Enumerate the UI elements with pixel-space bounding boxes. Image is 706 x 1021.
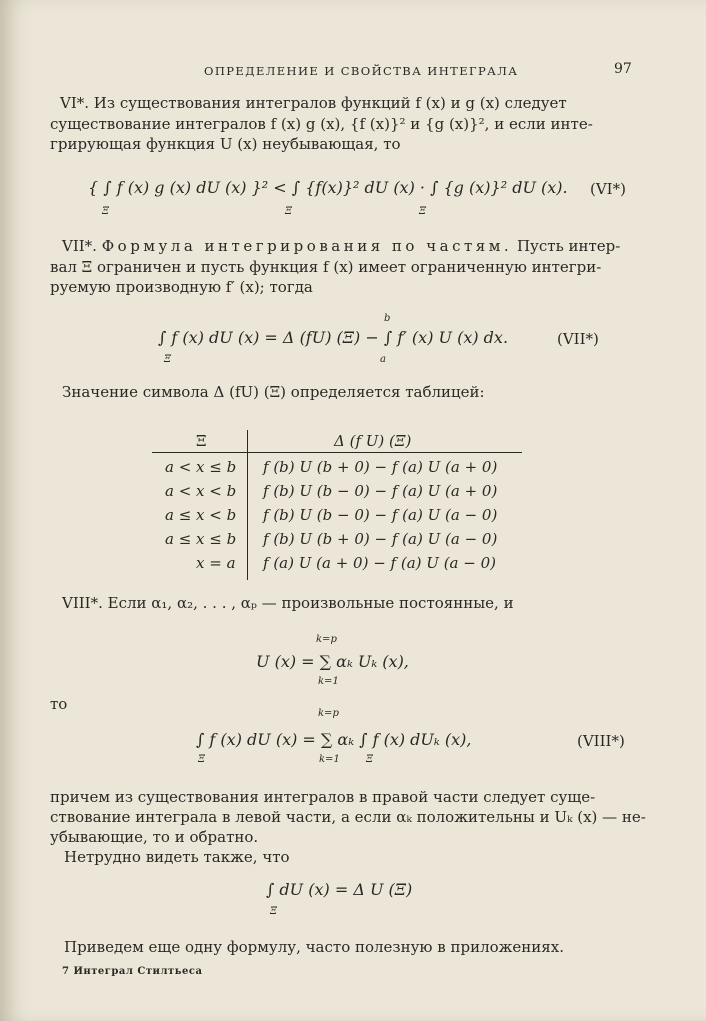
table-row-4-interval: a ≤ x ≤ b [165,530,237,548]
vii-label: VII*. [62,237,97,255]
table-row-2-delta: f (b) U (b − 0) − f (a) U (a + 0) [263,482,498,500]
viii-tag: (VIII*) [577,732,625,750]
viii-para-line-2: ствование интеграла в левой части, а если αₖ положительны и Uₖ (x) — не- [50,808,646,826]
viii-para-line-1: причем из существования интегралов в правой части следует суще- [50,788,596,806]
table-column-rule [247,430,248,580]
viii-sum1-upper: k=p [316,634,337,645]
viii-formula-1: U (x) = ∑ αₖ Uₖ (x), [256,652,409,671]
table-row-1-interval: a < x ≤ b [165,458,237,476]
vii-line-1 [62,239,620,254]
table-row-5-interval: x = a [196,554,236,572]
vi-limit-3: Ξ [419,206,427,217]
closing-line: Приведем еще одну формулу, часто полезную в приложениях. [64,938,564,956]
vii-spaced-title: Формула интегрирования по частям. [101,237,513,255]
vii-line-3: руемую производную f′ (x); тогда [50,278,313,296]
vi-formula: { ∫ f (x) g (x) dU (x) }² < ∫ {f(x)}² dU (x) · ∫ {g (x)}² dU (x). [88,178,568,197]
vii-limit-upper: b [384,313,391,324]
table-header-delta: Δ (f U) (Ξ) [334,432,412,450]
vi-line-2: существование интегралов f (x) g (x), {f (x)}² и {g (x)}², и если инте- [50,115,593,133]
vii-tag: (VII*) [557,330,599,348]
table-row-3-delta: f (b) U (b − 0) − f (a) U (a − 0) [263,506,498,524]
viii-then: то [50,695,68,713]
viii-sum1-lower: k=1 [318,676,339,687]
viii-easy-line: Нетрудно видеть также, что [64,848,290,866]
table-row-4-delta: f (b) U (b + 0) − f (a) U (a − 0) [263,530,498,548]
running-title: ОПРЕДЕЛЕНИЕ И СВОЙСТВА ИНТЕГРАЛА [204,64,519,78]
table-header-rule [152,452,522,453]
viii-formula-3-limit: Ξ [270,906,278,917]
footer-signature: 7 Интеграл Стилтьеса [62,966,203,977]
vi-line-3: грирующая функция U (x) неубывающая, то [50,135,401,153]
table-row-1-delta: f (b) U (b + 0) − f (a) U (a + 0) [263,458,498,476]
page-number: 97 [614,61,632,77]
vi-tag: (VI*) [590,180,626,198]
vii-line-2: вал Ξ ограничен и пусть функция f (x) имеет ограниченную интегри- [50,258,602,276]
viii-para-line-3: убывающие, то и обратно. [50,828,259,846]
viii-limit-left: Ξ [198,754,206,765]
viii-line-1: VIII*. Если α₁, α₂, . . . , αₚ — произвольные постоянные, и [62,594,514,612]
vii-limit-left: Ξ [164,354,172,365]
table-intro: Значение символа Δ (fU) (Ξ) определяется таблицей: [62,383,485,401]
table-row-2-interval: a < x < b [165,482,237,500]
table-row-3-interval: a ≤ x < b [165,506,237,524]
vii-line-1-rest: Пусть интер- [516,237,621,255]
vii-limit-lower: a [380,354,386,365]
viii-sum2-upper: k=p [318,708,339,719]
vii-formula: ∫ f (x) dU (x) = Δ (fU) (Ξ) − ∫ f′ (x) U (x) dx. [158,328,509,347]
viii-limit-right: Ξ [366,754,374,765]
viii-formula-3: ∫ dU (x) = Δ U (Ξ) [266,880,413,899]
vi-limit-1: Ξ [102,206,110,217]
vi-line-1: VI*. Из существования интегралов функций f (x) и g (x) следует [60,94,567,112]
table-row-5-delta: f (a) U (a + 0) − f (a) U (a − 0) [263,554,496,572]
viii-sum2-lower: k=1 [319,754,340,765]
vi-limit-2: Ξ [285,206,293,217]
table-header-interval: Ξ [196,432,207,450]
viii-formula-2: ∫ f (x) dU (x) = ∑ αₖ ∫ f (x) dUₖ (x), [196,730,472,749]
